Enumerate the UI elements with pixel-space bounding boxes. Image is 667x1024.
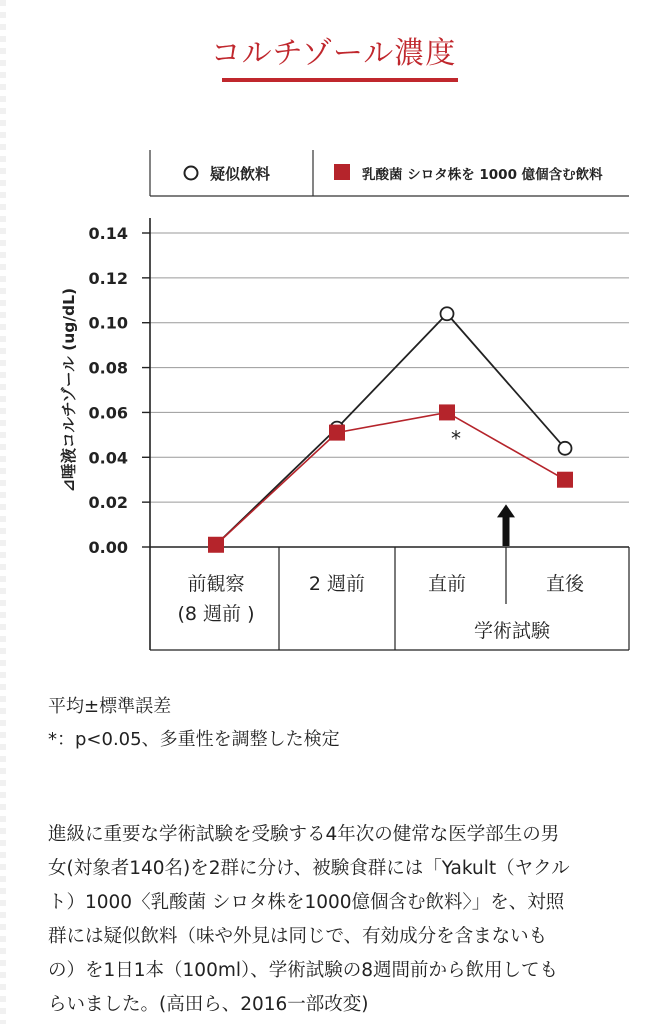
legend-label-shirota: 乳酸菌 シロタ株を 1000 億個含む飲料	[362, 167, 603, 183]
exam-arrow	[497, 504, 515, 546]
data-point-shirota	[557, 472, 573, 488]
y-tick-labels	[89, 224, 128, 557]
x-tick-label: 2 週前	[308, 573, 366, 595]
y-tick-label: 0.02	[88, 493, 128, 513]
legend-label-placebo: 疑似飲料	[210, 165, 271, 183]
y-tick-label: 0.10	[88, 313, 128, 333]
x-tick-sublabel: (8 週前 )	[177, 603, 255, 625]
note-mean-se: 平均±標準誤差	[48, 696, 172, 717]
x-category-table	[150, 547, 629, 650]
x-group-label: 学術試験	[473, 620, 551, 642]
data-point-placebo	[559, 442, 572, 455]
chart-notes	[48, 690, 340, 756]
paragraph-line: らいました。(高田ら、2016一部改変)	[48, 994, 369, 1015]
title-underline	[222, 78, 458, 82]
arrow-head	[497, 504, 515, 517]
cortisol-chart	[0, 140, 667, 670]
series-layer	[208, 307, 573, 553]
paragraph-line: ト）1000〈乳酸菌 シロタ株を1000億個含む飲料〉」を、対照	[48, 892, 565, 913]
y-tick-label: 0.08	[88, 358, 128, 378]
paragraph-line: の）を1日1本（100ml）、学術試験の8週間前から飲用しても	[48, 960, 559, 981]
legend-marker-placebo	[185, 167, 198, 180]
y-tick-label: 0.12	[88, 268, 128, 288]
study-description	[48, 818, 638, 1022]
data-point-shirota	[439, 404, 455, 420]
significance-asterisk: *	[451, 426, 461, 451]
x-tick-label: 前観察	[187, 573, 245, 595]
y-tick-label: 0.00	[88, 538, 128, 557]
series-line-0	[216, 314, 565, 545]
data-point-shirota	[208, 537, 224, 553]
x-tick-labels	[178, 573, 585, 642]
page-title: コルチゾール濃度	[210, 36, 457, 71]
legend	[150, 150, 629, 196]
annotations	[451, 426, 461, 450]
data-point-shirota	[329, 425, 345, 441]
paragraph-line: 群には疑似飲料（味や外見は同じで、有効成分を含まないも	[48, 926, 548, 947]
data-point-placebo	[441, 307, 454, 320]
gridlines	[142, 233, 629, 547]
paragraph-line: 進級に重要な学術試験を受験する4年次の健常な医学部生の男	[48, 824, 560, 845]
y-tick-label: 0.06	[88, 403, 128, 423]
paragraph-line: 女(対象者140名)を2群に分け、被験食群には「Yakult（ヤクル	[48, 858, 570, 879]
y-tick-label: 0.14	[88, 224, 128, 243]
y-axis-title: ⊿唾液コルチゾール (ug/dL)	[60, 287, 78, 493]
legend-marker-shirota	[334, 164, 350, 180]
series-line-1	[216, 412, 565, 544]
y-tick-label: 0.04	[88, 448, 128, 468]
note-significance: *：p<0.05、多重性を調整した検定	[48, 729, 340, 750]
x-tick-label: 直後	[545, 573, 585, 595]
x-tick-label: 直前	[427, 573, 467, 595]
